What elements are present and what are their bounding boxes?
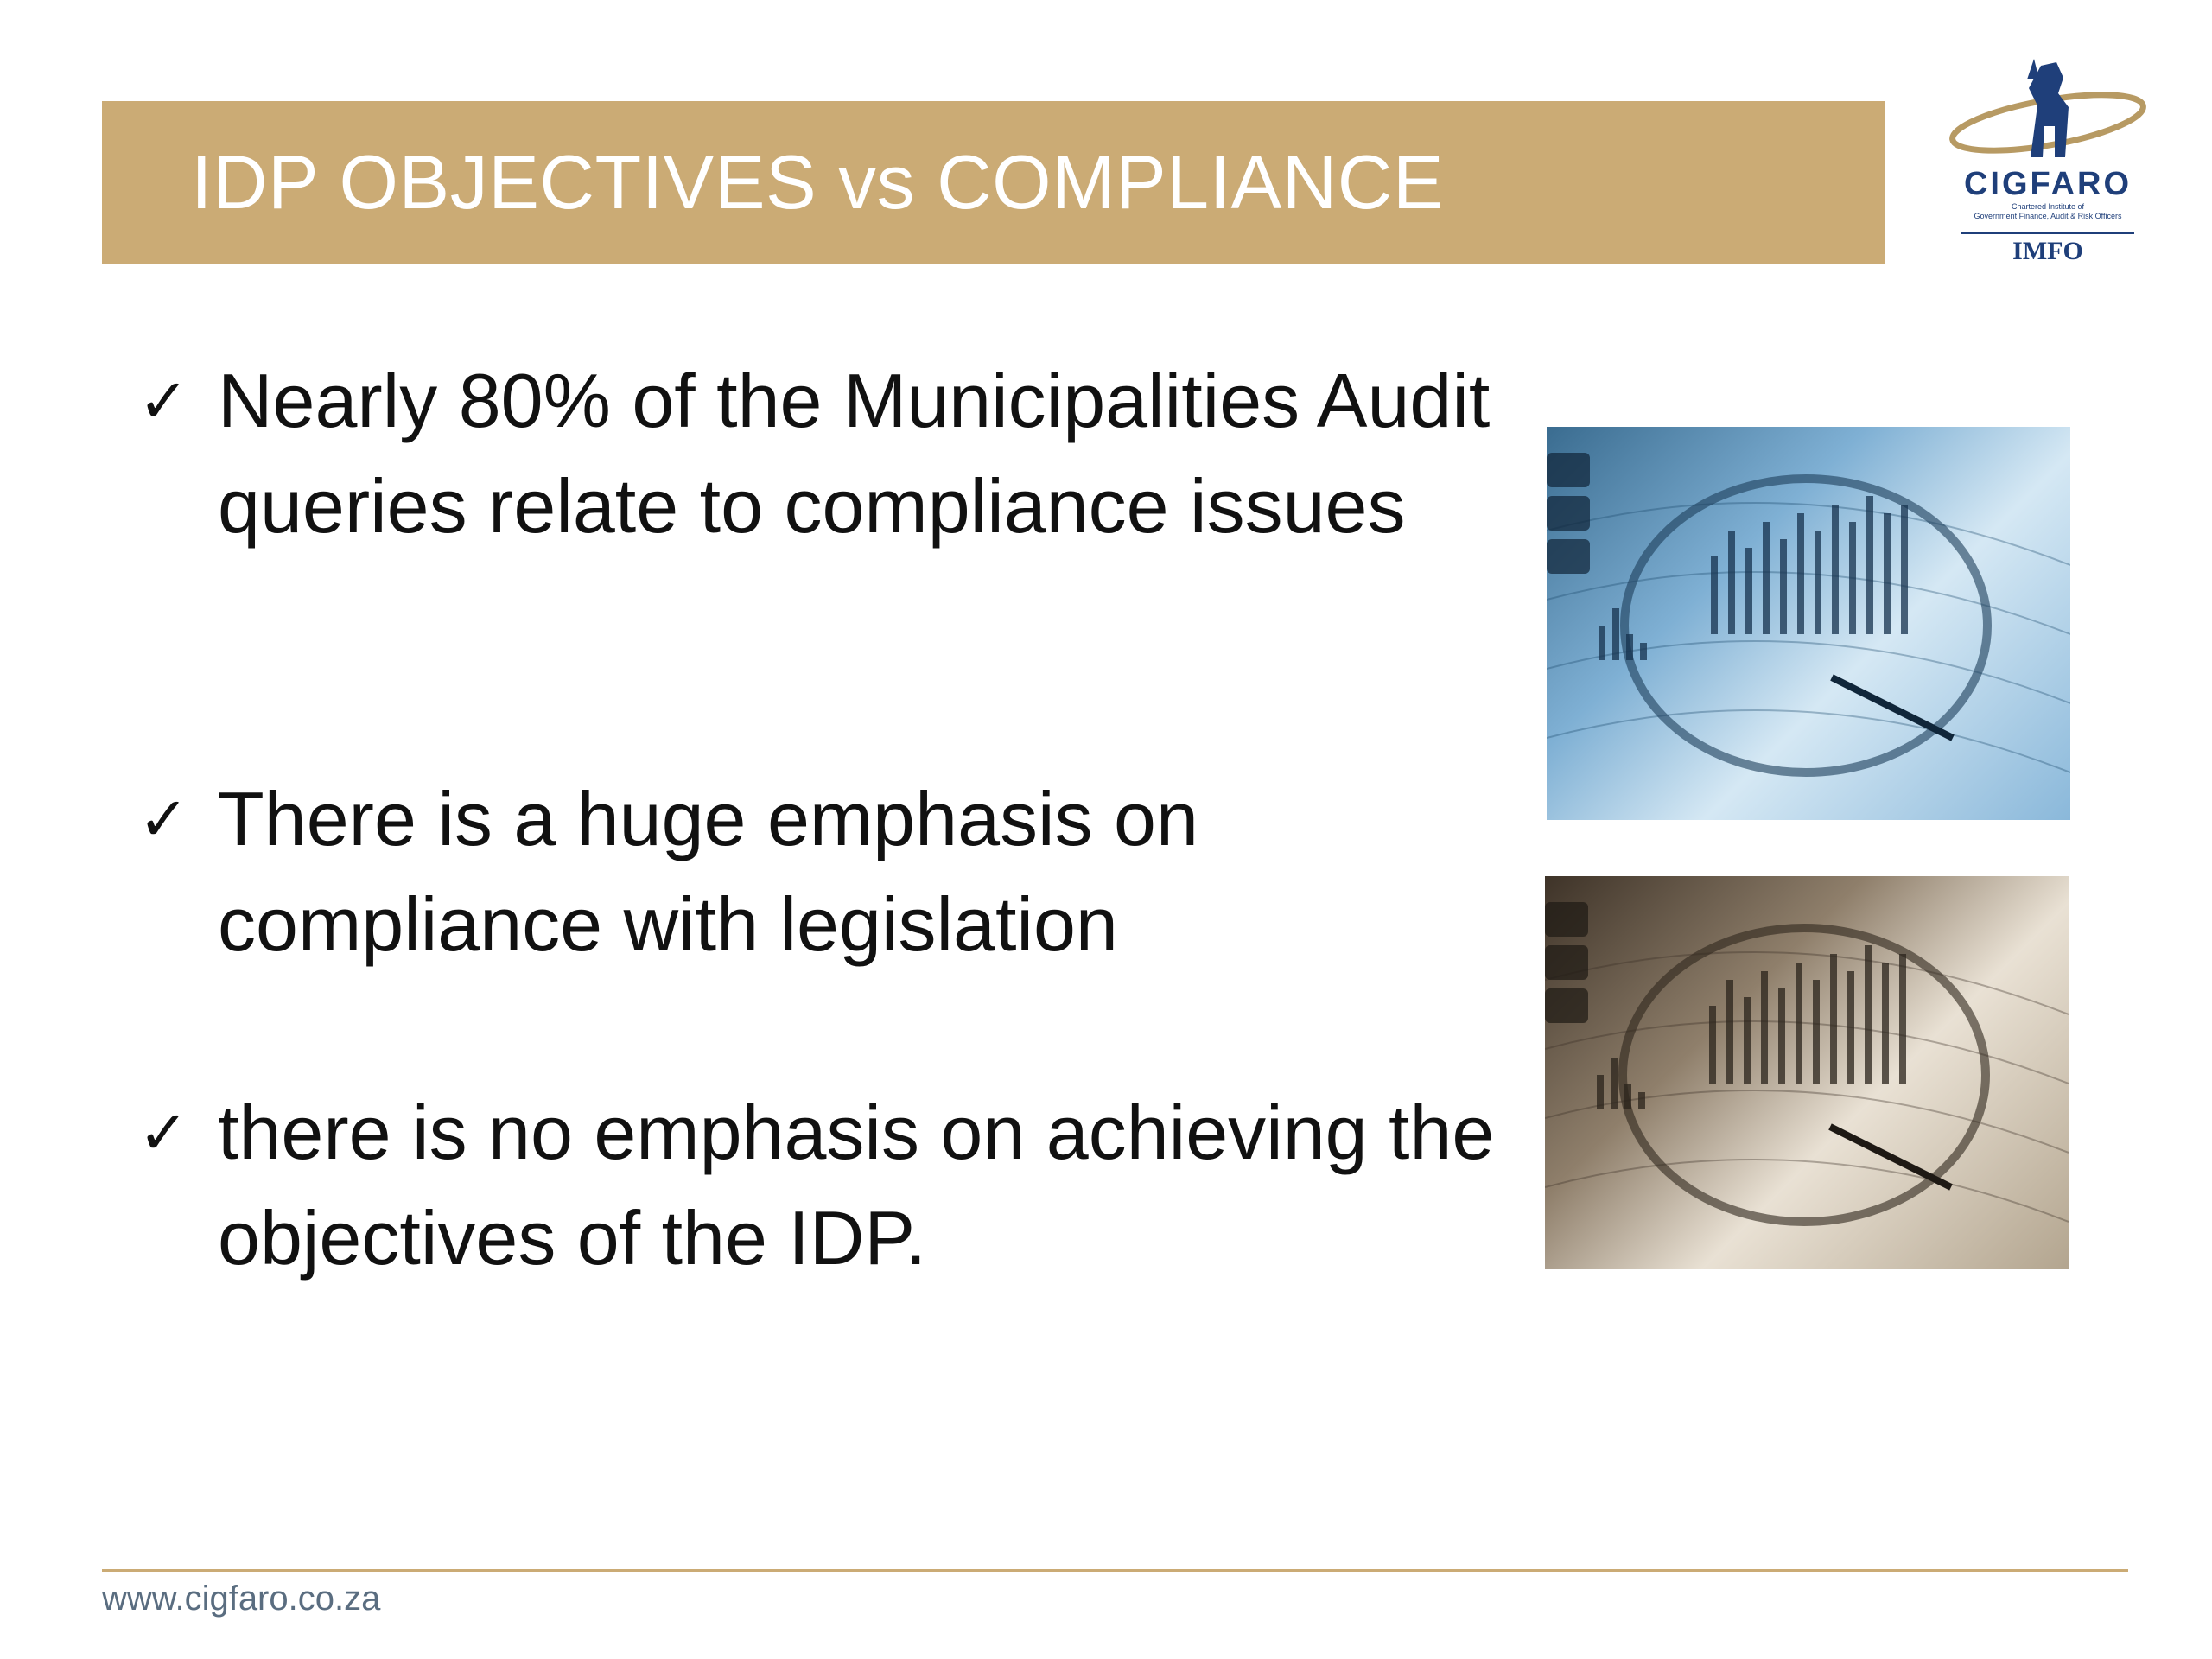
slide-title: IDP OBJECTIVES vs COMPLIANCE [191,139,1445,225]
finance-chart-photo-icon [1547,427,2070,820]
finance-chart-photo-icon [1545,876,2069,1269]
checkmark-icon: ✓ [138,1097,189,1168]
cigfaro-logo [1944,54,2152,270]
checkmark-icon: ✓ [138,365,189,436]
lion-crest-icon [1944,54,2152,175]
logo-divider [1961,232,2134,234]
footer-url[interactable]: www.cigfaro.co.za [102,1580,381,1618]
bullet-item [138,766,1540,977]
logo-subtitle-line-2: Government Finance, Audit & Risk Officers [1974,212,2122,220]
finance-chart-photo-blue [1547,427,2070,820]
logo-subtitle-line-1: Chartered Institute of [2011,202,2085,211]
logo-subtitle [1944,202,2152,221]
finance-chart-photo-sepia [1545,876,2069,1269]
logo-imfo: IMFO [2012,237,2083,265]
bullet-item [138,1080,1540,1291]
title-bar [102,101,1885,264]
bullet-text: Nearly 80% of the Municipalities Audit queries relate to compliance issues [218,358,1491,549]
footer-divider [102,1569,2128,1572]
checkmark-icon: ✓ [138,784,189,855]
bullet-text: there is no emphasis on achieving the objectives of the IDP. [218,1090,1495,1281]
bullet-item [138,348,1540,559]
logo-name: CIGFARO [1963,166,2133,202]
bullet-text: There is a huge emphasis on compliance with legislation [218,776,1198,967]
